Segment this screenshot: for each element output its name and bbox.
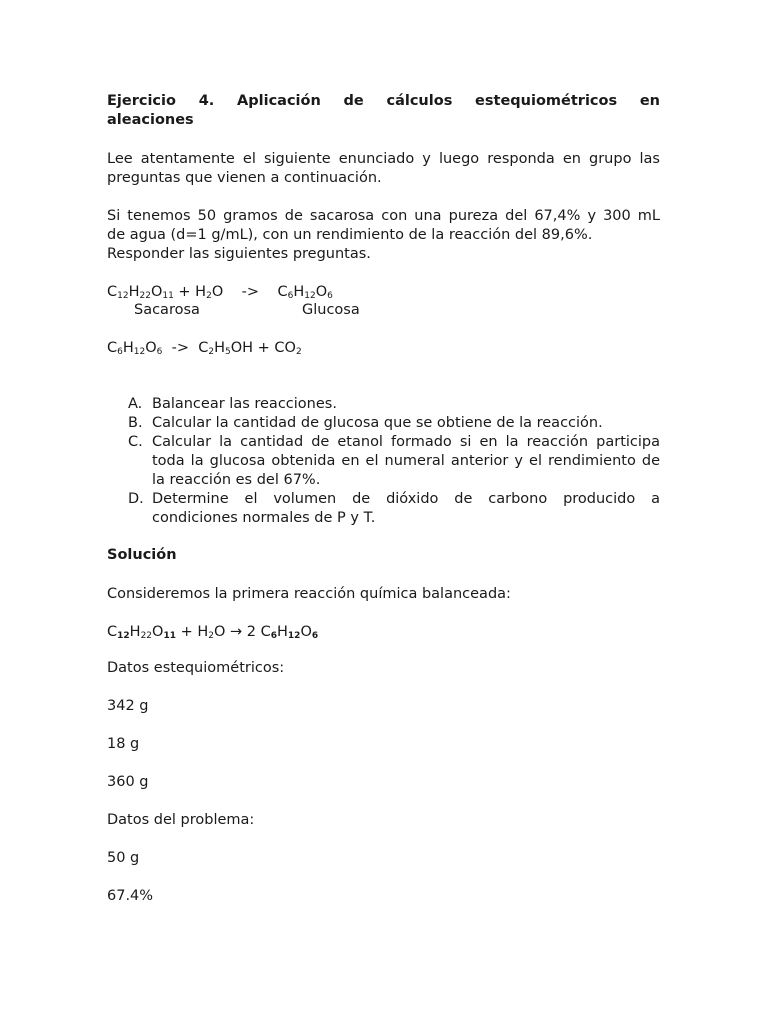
stoich-value: 342 g	[107, 698, 149, 714]
label-sacarosa: Sacarosa	[134, 302, 200, 318]
problem-line1: Si tenemos 50 gramos de sacarosa con una pureza del 67,4% y 300 mL	[107, 208, 660, 224]
problem-value: 67.4%	[107, 888, 154, 904]
list-item-b: B. Calcular la cantidad de glucosa que se obtiene de la reacción.	[128, 415, 603, 431]
stoich-value: 360 g	[107, 774, 149, 790]
stoich-data-label: Datos estequiométricos:	[107, 660, 285, 676]
exercise-title-line1: Ejercicio 4. Aplicación de cálculos estequiométricos en	[107, 93, 660, 109]
balanced-equation: $C_{12}H_{22}O_{11} + H_2O \to 2$ $C_6H_{12}O_6$	[107, 624, 319, 641]
list-item-c: C. Calcular la cantidad de etanol formado si en la reacción participa toda la glucosa obtenida en el numeral anterior y el rendimiento de la reacción es del 67%.	[128, 434, 660, 488]
label-glucosa: Glucosa	[302, 302, 360, 318]
problem-line3: Responder las siguientes preguntas.	[107, 246, 371, 262]
problem-line2: de agua (d=1 g/mL), con un rendimiento de la reacción del 89,6%.	[107, 227, 593, 243]
reaction-2-equation: $C_6H_{12}O_6 -> C_2H_5OH + CO_2$	[107, 340, 302, 357]
exercise-title-line2: aleaciones	[107, 112, 194, 128]
solution-heading: Solución	[107, 547, 177, 563]
problem-data-label: Datos del problema:	[107, 812, 255, 828]
stoich-value: 18 g	[107, 736, 140, 752]
reaction-1-equation: $C_{12}H_{22}O_{11} + H_2O$ -> $C_6H_{12}O_6$	[107, 284, 333, 301]
intro-paragraph: Lee atentamente el siguiente enunciado y luego responda en grupo las preguntas que vienen a continuación.	[107, 151, 660, 186]
list-item-d: D. Determine el volumen de dióxido de carbono producido a condiciones normales de P y T.	[128, 491, 660, 526]
solution-intro: Consideremos la primera reacción química balanceada:	[107, 586, 511, 602]
problem-value: 50 g	[107, 850, 140, 866]
list-item-a: A. Balancear las reacciones.	[128, 396, 337, 412]
